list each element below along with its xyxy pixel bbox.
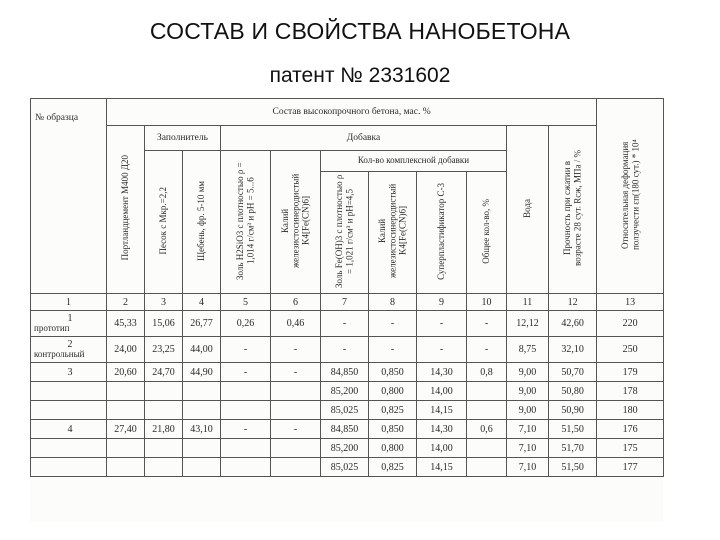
col-num: 7: [321, 294, 369, 311]
table-cell: 0,825: [369, 401, 417, 420]
table-cell: [183, 382, 221, 401]
header-gravel: [183, 151, 221, 294]
col-num: 12: [549, 294, 597, 311]
table-cell: 220: [597, 311, 664, 337]
table-cell: 0,6: [467, 420, 507, 439]
table-cell: 0,8: [467, 363, 507, 382]
sample-cell: [31, 363, 107, 382]
table-cell: 44,90: [183, 363, 221, 382]
header-strength: [549, 126, 597, 294]
table-cell: -: [321, 311, 369, 337]
table-cell: [183, 439, 221, 458]
composition-table: [30, 98, 664, 477]
table-cell: [221, 458, 271, 477]
table-cell: 85,025: [321, 401, 369, 420]
table-cell: -: [221, 337, 271, 363]
table-cell: [107, 458, 145, 477]
header-total: [467, 172, 507, 294]
header-k4-a: [271, 151, 321, 294]
sample-cell: [31, 382, 107, 401]
table-cell: -: [417, 337, 467, 363]
header-cement: [107, 126, 145, 294]
header-total-label: Общее кол-во, %: [481, 198, 492, 264]
table-cell: 26,77: [183, 311, 221, 337]
table-cell: 50,80: [549, 382, 597, 401]
sample-label: контрольный: [34, 349, 85, 360]
table-cell: -: [271, 363, 321, 382]
table-row: [31, 458, 664, 477]
column-number-row: [31, 294, 664, 311]
sample-cell: [31, 311, 107, 337]
col-num: 4: [183, 294, 221, 311]
col-num: 2: [107, 294, 145, 311]
table-cell: 24,70: [145, 363, 183, 382]
table-cell: 0,850: [369, 420, 417, 439]
header-sand: [145, 151, 183, 294]
header-deformation: [597, 99, 664, 294]
table-cell: -: [369, 337, 417, 363]
table-row: [31, 337, 664, 363]
table-cell: [221, 382, 271, 401]
table-cell: 179: [597, 363, 664, 382]
col-num: 9: [417, 294, 467, 311]
table-cell: 7,10: [507, 439, 549, 458]
header-water-label: Вода: [522, 198, 533, 218]
table-cell: [271, 439, 321, 458]
table-cell: 84,850: [321, 420, 369, 439]
table-cell: 250: [597, 337, 664, 363]
table-cell: 176: [597, 420, 664, 439]
table-cell: [107, 382, 145, 401]
col-num: 5: [221, 294, 271, 311]
table-cell: 180: [597, 401, 664, 420]
table-cell: [107, 439, 145, 458]
table-cell: 9,00: [507, 382, 549, 401]
table-cell: 14,00: [417, 382, 467, 401]
table-row: [31, 311, 664, 337]
header-superplast: [417, 172, 467, 294]
table-cell: -: [221, 363, 271, 382]
header-filler: Заполнитель: [145, 126, 221, 151]
sample-cell: [31, 458, 107, 477]
table-cell: 14,30: [417, 420, 467, 439]
table-cell: [183, 458, 221, 477]
table-cell: 177: [597, 458, 664, 477]
table-cell: 0,825: [369, 458, 417, 477]
table-cell: -: [221, 420, 271, 439]
patent-number: патент № 2331602: [269, 64, 451, 87]
sample-cell: [31, 337, 107, 363]
table-cell: 45,33: [107, 311, 145, 337]
sample-number: 1: [67, 313, 73, 325]
table-cell: 0,800: [369, 382, 417, 401]
table-cell: [145, 401, 183, 420]
header-h2sio3: [221, 151, 271, 294]
header-h2sio3-label: Золь H2SiO3 с плотностью ρ = 1,014 г/см³ и pH = 5...6: [235, 161, 256, 280]
table-cell: 15,06: [145, 311, 183, 337]
table-cell: 7,10: [507, 458, 549, 477]
sample-cell: [31, 439, 107, 458]
sample-number: 4: [67, 423, 73, 435]
header-complex-amount: Кол-во комплексной добавки: [321, 151, 507, 172]
table-cell: 44,00: [183, 337, 221, 363]
col-num: 13: [597, 294, 664, 311]
table-cell: [145, 439, 183, 458]
table-cell: 85,200: [321, 382, 369, 401]
table-row: [31, 439, 664, 458]
table-cell: [467, 401, 507, 420]
col-num: 10: [467, 294, 507, 311]
table-cell: [467, 382, 507, 401]
table-cell: 14,00: [417, 439, 467, 458]
header-composition: Состав высокопрочного бетона, мас. %: [107, 99, 597, 126]
header-sand-label: Песок с Мкр.=2,2: [158, 186, 169, 255]
table-cell: -: [271, 337, 321, 363]
table-cell: -: [417, 311, 467, 337]
header-feoh-label: Золь Fe(OH)3 с плотностью ρ = 1,021 г/см³ и pH=4,5: [334, 174, 355, 288]
table-cell: 14,15: [417, 401, 467, 420]
table-cell: 0,850: [369, 363, 417, 382]
table-cell: [271, 401, 321, 420]
table-cell: [271, 382, 321, 401]
table-cell: 85,200: [321, 439, 369, 458]
sample-label: прототип: [34, 323, 70, 334]
table-row: [31, 401, 664, 420]
header-superplast-label: Суперпластификатор С-3: [436, 182, 447, 280]
col-num: 3: [145, 294, 183, 311]
table-cell: 14,15: [417, 458, 467, 477]
table-cell: 24,00: [107, 337, 145, 363]
table-cell: 21,80: [145, 420, 183, 439]
col-num: 8: [369, 294, 417, 311]
table-cell: 51,70: [549, 439, 597, 458]
table-cell: 50,90: [549, 401, 597, 420]
table-cell: 23,25: [145, 337, 183, 363]
table-cell: 178: [597, 382, 664, 401]
table-cell: -: [369, 311, 417, 337]
table-cell: 43,10: [183, 420, 221, 439]
table-row: [31, 420, 664, 439]
table-cell: 0,800: [369, 439, 417, 458]
table-cell: 27,40: [107, 420, 145, 439]
table-cell: 0,26: [221, 311, 271, 337]
table-cell: [145, 458, 183, 477]
header-deformation-label: Относительная деформация ползучести εп(180 сут.) * 10⁴: [619, 139, 641, 250]
table-cell: [467, 439, 507, 458]
table-row: [31, 382, 664, 401]
table-cell: 42,60: [549, 311, 597, 337]
table-cell: 7,10: [507, 420, 549, 439]
table-cell: 51,50: [549, 458, 597, 477]
table-cell: [183, 401, 221, 420]
table-cell: 0,46: [271, 311, 321, 337]
table-cell: [221, 439, 271, 458]
header-sample-number: № образца: [31, 99, 107, 294]
table-cell: 85,025: [321, 458, 369, 477]
sample-cell: [31, 401, 107, 420]
col-num: 11: [507, 294, 549, 311]
table-cell: -: [467, 311, 507, 337]
table-cell: 20,60: [107, 363, 145, 382]
table-cell: [467, 458, 507, 477]
table-cell: 8,75: [507, 337, 549, 363]
header-strength-label: Прочность при сжатии в возрасте 28 сут. Rсж, МПа / %: [562, 150, 583, 267]
header-additive: Добавка: [221, 126, 507, 151]
header-k4-b: [369, 172, 417, 294]
table-cell: -: [321, 337, 369, 363]
table-cell: -: [467, 337, 507, 363]
header-water: [507, 126, 549, 294]
col-num: 1: [31, 294, 107, 311]
header-feoh: [321, 172, 369, 294]
table-cell: 14,30: [417, 363, 467, 382]
table-cell: [145, 382, 183, 401]
sample-number: 3: [67, 366, 73, 378]
table-cell: [271, 458, 321, 477]
page-title: СОСТАВ И СВОЙСТВА НАНОБЕТОНА: [149, 18, 571, 44]
header-k4-a-label: Калий железистосинеродистый K4[Fe(CN)6]: [279, 173, 311, 268]
table-row: [31, 363, 664, 382]
sample-number: 2: [67, 339, 73, 351]
table-cell: 12,12: [507, 311, 549, 337]
table-cell: 175: [597, 439, 664, 458]
header-gravel-label: Щебень, фр. 5-10 мм: [196, 180, 207, 261]
table-cell: [107, 401, 145, 420]
header-cement-label: Портландцемент М400 Д20: [120, 155, 131, 261]
table-cell: 32,10: [549, 337, 597, 363]
table-cell: -: [271, 420, 321, 439]
col-num: 6: [271, 294, 321, 311]
header-k4-b-label: Калий железистосинеродистый K4[Fe(CN)6]: [376, 183, 408, 279]
table-cell: [221, 401, 271, 420]
sample-cell: [31, 420, 107, 439]
table-cell: 9,00: [507, 401, 549, 420]
table-cell: 51,50: [549, 420, 597, 439]
table-cell: 50,70: [549, 363, 597, 382]
table-cell: 9,00: [507, 363, 549, 382]
table-cell: 84,850: [321, 363, 369, 382]
